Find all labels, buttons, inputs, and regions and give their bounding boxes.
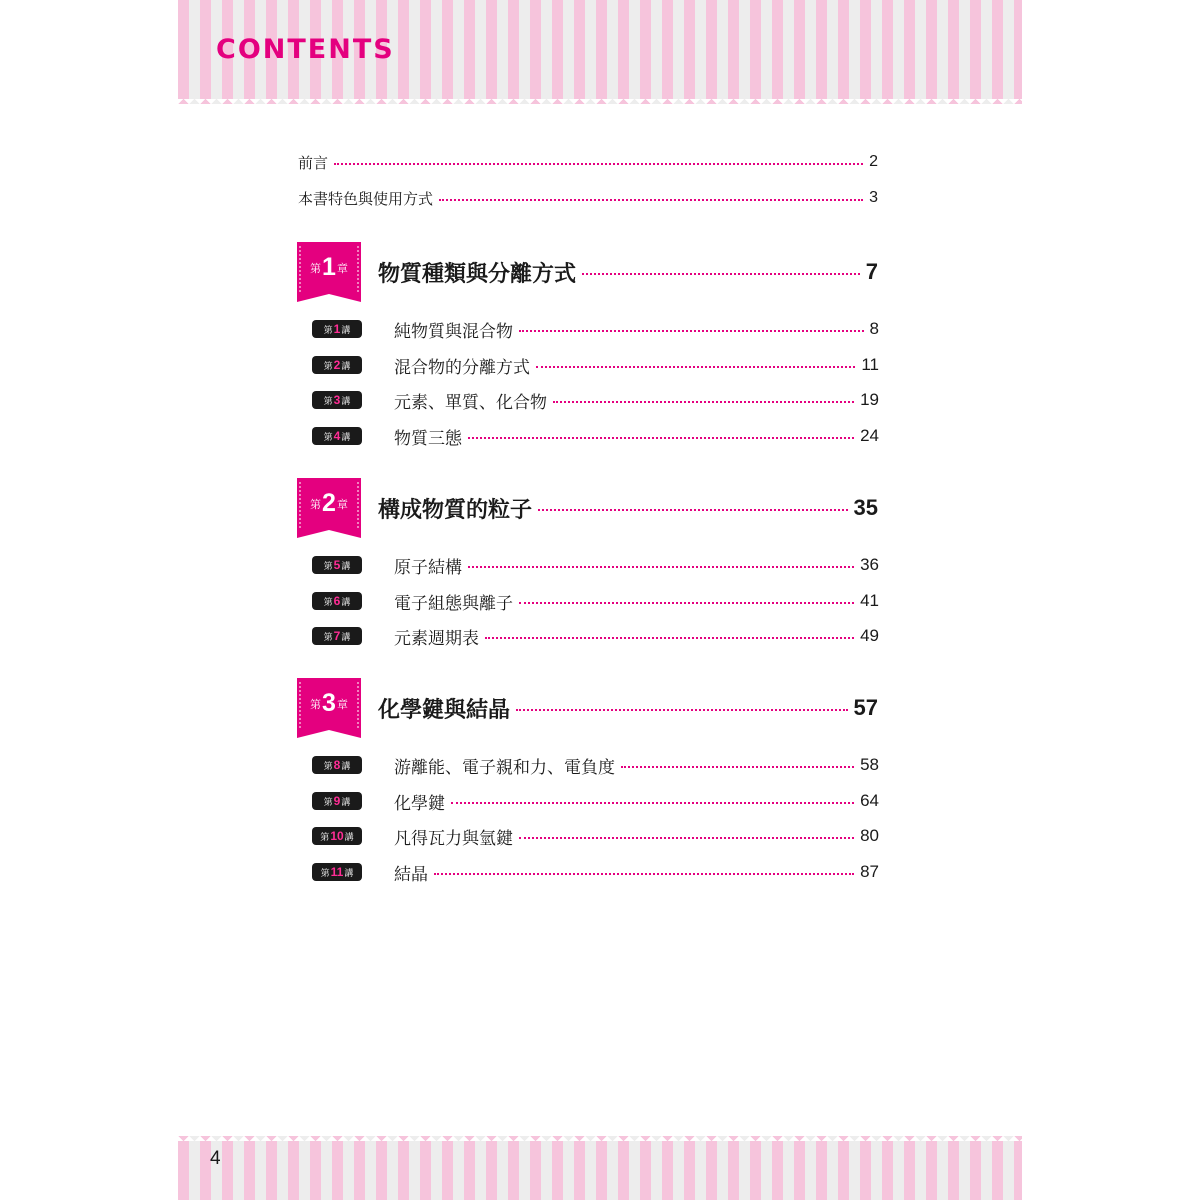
toc-page [178,0,1022,1200]
toc-lecture-8[interactable] [394,752,879,778]
badge-suffix: 講 [341,798,351,808]
dot-leader [485,637,854,639]
lecture-badge-1 [312,320,362,338]
chapter-page: 7 [865,259,878,284]
lecture-page: 8 [869,319,879,338]
entry-page: 3 [869,189,878,206]
entry-title: 本書特色與使用方式 [298,189,434,208]
badge-number: 2 [333,358,341,372]
badge-number: 9 [333,794,341,808]
badge-suffix: 講 [341,562,351,572]
chapter-title: 構成物質的粒子 [378,497,533,523]
lecture-page: 64 [860,791,879,810]
badge-suffix: 講 [341,433,351,443]
toc-lecture-9[interactable] [394,788,879,814]
dot-leader [451,802,854,804]
chapter-page: 57 [853,695,878,720]
badge-suffix: 講 [341,397,351,407]
badge-number: 1 [333,322,341,336]
toc-lecture-11[interactable] [394,859,879,885]
dot-leader [519,330,864,332]
lecture-title: 原子結構 [394,557,462,578]
badge-number: 5 [333,558,341,572]
dot-leader [582,273,860,275]
toc-lecture-10[interactable] [394,823,879,849]
dot-leader [536,366,855,368]
badge-number: 8 [333,758,341,772]
lecture-badge-3 [312,391,362,409]
lecture-badge-9 [312,792,362,810]
dot-leader [334,163,863,165]
lecture-title: 化學鍵 [394,793,445,814]
lecture-title: 物質三態 [394,428,462,449]
dot-leader [538,509,848,511]
dot-leader [519,837,854,839]
toc-chapter-2[interactable] [378,491,878,525]
badge-prefix: 第 [323,798,333,808]
badge-suffix: 講 [344,869,354,879]
page-title: CONTENTS [216,34,395,65]
lecture-page: 41 [860,591,879,610]
entry-page: 2 [869,153,878,170]
dot-leader [553,401,854,403]
lecture-title: 凡得瓦力與氫鍵 [394,828,513,849]
badge-number: 4 [333,429,341,443]
lecture-page: 80 [860,826,879,845]
badge-suffix: 章 [336,262,348,275]
toc-chapter-3[interactable] [378,691,878,725]
lecture-title: 游離能、電子親和力、電負度 [394,757,615,778]
entry-title: 前言 [298,153,329,172]
toc-lecture-1[interactable] [394,316,879,342]
badge-number: 7 [333,629,341,643]
toc-lecture-2[interactable] [394,352,879,378]
lecture-title: 元素週期表 [394,628,479,649]
lecture-page: 87 [860,862,879,881]
badge-number: 6 [333,594,341,608]
lecture-badge-5 [312,556,362,574]
lecture-badge-2 [312,356,362,374]
lecture-page: 49 [860,626,879,645]
badge-prefix: 第 [323,362,333,372]
badge-number: 1 [322,253,336,281]
badge-number: 3 [333,393,341,407]
lecture-badge-8 [312,756,362,774]
badge-prefix: 第 [323,762,333,772]
badge-number: 10 [330,829,344,843]
lecture-page: 58 [860,755,879,774]
toc-lecture-3[interactable] [394,387,879,413]
badge-prefix: 第 [323,433,333,443]
dot-leader [621,766,854,768]
lecture-page: 36 [860,555,879,574]
footer-stripe-band [178,1136,1022,1200]
lecture-badge-7 [312,627,362,645]
badge-prefix: 第 [323,397,333,407]
chapter-title: 化學鍵與結晶 [378,697,511,723]
lecture-title: 純物質與混合物 [394,321,513,342]
badge-suffix: 講 [341,598,351,608]
toc-lecture-4[interactable] [394,423,879,449]
toc-lecture-7[interactable] [394,623,879,649]
badge-suffix: 講 [341,762,351,772]
lecture-page: 24 [860,426,879,445]
badge-suffix: 講 [341,362,351,372]
chapter-badge-2 [297,478,361,538]
lecture-title: 元素、單質、化合物 [394,392,547,413]
badge-number: 11 [330,865,344,879]
badge-prefix: 第 [323,326,333,336]
toc-entry-preface[interactable] [298,149,878,175]
chapter-title: 物質種類與分離方式 [378,261,577,287]
dot-leader [434,873,854,875]
toc-chapter-1[interactable] [378,255,878,289]
lecture-title: 結晶 [394,864,428,885]
badge-suffix: 講 [341,633,351,643]
lecture-page: 11 [861,355,879,374]
dot-leader [519,602,854,604]
badge-suffix: 章 [336,698,348,711]
badge-prefix: 第 [310,698,322,711]
badge-prefix: 第 [323,598,333,608]
toc-entry-features[interactable] [298,185,878,211]
badge-prefix: 第 [310,262,322,275]
badge-suffix: 講 [344,833,354,843]
badge-prefix: 第 [320,869,330,879]
dot-leader [468,566,854,568]
lecture-badge-10 [312,827,362,845]
lecture-badge-11 [312,863,362,881]
badge-suffix: 講 [341,326,351,336]
toc-lecture-6[interactable] [394,588,879,614]
lecture-badge-6 [312,592,362,610]
lecture-badge-4 [312,427,362,445]
badge-number: 3 [322,689,336,717]
page-number: 4 [210,1148,221,1169]
lecture-title: 混合物的分離方式 [394,357,530,378]
dot-leader [468,437,854,439]
chapter-badge-1 [297,242,361,302]
chapter-page: 35 [853,495,878,520]
dot-leader [516,709,848,711]
badge-suffix: 章 [336,498,348,511]
badge-prefix: 第 [323,562,333,572]
badge-prefix: 第 [310,498,322,511]
badge-prefix: 第 [323,633,333,643]
badge-prefix: 第 [320,833,330,843]
lecture-title: 電子組態與離子 [394,593,513,614]
dot-leader [439,199,863,201]
chapter-badge-3 [297,678,361,738]
badge-number: 2 [322,489,336,517]
lecture-page: 19 [860,390,879,409]
toc-lecture-5[interactable] [394,552,879,578]
